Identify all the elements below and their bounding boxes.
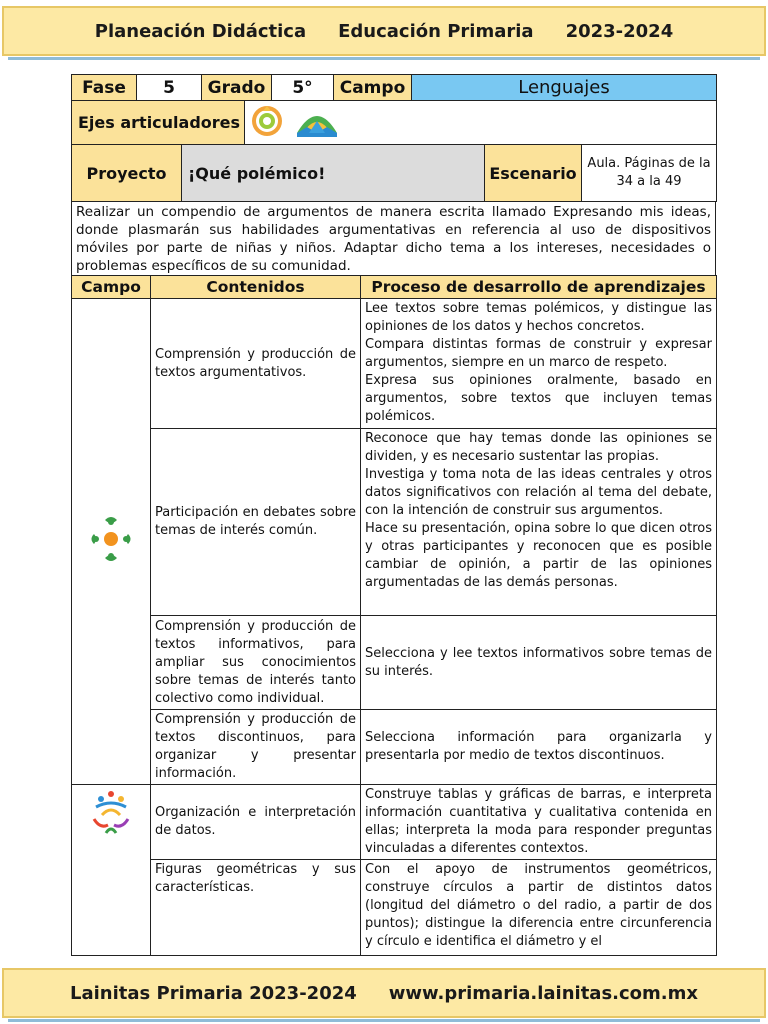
footer-banner (2, 968, 766, 1018)
header-contenidos: Contenidos (151, 276, 361, 299)
ejes-row (71, 100, 717, 145)
proceso-cell (361, 785, 717, 860)
table-row (72, 710, 717, 785)
proceso-cell (361, 860, 717, 956)
contenido-cell: Comprensión y producción de textos informativos, para ampliar sus conocimientos sobre temas de interés tanto colectivo como individual. (151, 616, 361, 710)
header-year: 2023-2024 (565, 20, 674, 42)
ejes-icons-cell (245, 101, 717, 145)
campo-value: Lenguajes (412, 75, 717, 101)
contenido-cell: Comprensión y producción de textos discontinuos, para organizar y presentar información. (151, 710, 361, 785)
contenido-cell: Organización e interpretación de datos. (151, 785, 361, 860)
proyecto-name: ¡Qué polémico! (182, 145, 485, 202)
proceso-item: Con el apoyo de instrumentos geométricos, construye círculos a partir de distintos datos (longitud del diámetro o del radio, a partir de dos puntos); distingue la diferencia entre circunferencia y círculo e identifica el diámetro y el (365, 862, 712, 949)
proceso-cell (361, 710, 717, 785)
proyecto-label: Proyecto (72, 145, 182, 202)
header-proceso: Proceso de desarrollo de aprendizajes (361, 276, 717, 299)
table-row (72, 616, 717, 710)
fase-value: 5 (137, 75, 202, 101)
campo-label: Campo (334, 75, 412, 101)
proceso-item: Selecciona información para organizarla y presentarla por medio de textos discontinuos. (365, 730, 712, 763)
proceso-cell (361, 299, 717, 429)
header-title: Planeación Didáctica (94, 20, 307, 42)
proceso-item: Hace su presentación, opina sobre lo que dicen otros y otras participantes y reconocen que es posible cambiar de opinión, a partir de las opiniones argumentadas de las demás personas. (365, 521, 712, 590)
proceso-cell (361, 616, 717, 710)
contenido-cell: Comprensión y producción de textos argumentativos. (151, 299, 361, 429)
content-table (71, 275, 717, 956)
proceso-cell (361, 429, 717, 616)
header-campo: Campo (72, 276, 151, 299)
header-banner (2, 6, 766, 56)
grado-value: 5° (272, 75, 334, 101)
proceso-item: Investiga y toma nota de las ideas centrales y otros datos significativos con relación al tema del debate, con la intención de construir sus argumentos. (365, 467, 712, 518)
info-row (71, 74, 717, 101)
proceso-item: Reconoce que hay temas donde las opiniones se dividen, y es necesario sustentar las propias. (365, 431, 712, 464)
escenario-label: Escenario (485, 145, 582, 202)
contenido-cell: Figuras geométricas y sus características. (151, 860, 361, 956)
proceso-item: Compara distintas formas de construir y expresar argumentos, siempre en un marco de respeto. (365, 337, 712, 370)
description-row (71, 201, 716, 277)
table-row (72, 429, 717, 616)
proceso-item: Expresa sus opiniones oralmente, basado en argumentos, sobre textos que incluyen temas polémicos. (365, 373, 712, 424)
fan-icon (293, 103, 341, 143)
proceso-item: Construye tablas y gráficas de barras, e interpreta información cuantitativa y cualitativa contenida en ellas; interpreta la moda para responder preguntas vinculadas a diferentes contextos. (365, 787, 712, 856)
fase-label: Fase (72, 75, 137, 101)
lenguajes-campo-icon (88, 555, 134, 570)
campo-cell-saberes (72, 785, 151, 956)
header-level: Educación Primaria (338, 20, 534, 42)
inclusion-icon (249, 103, 285, 143)
escenario-value: Aula. Páginas de la 34 a la 49 (582, 145, 717, 202)
proceso-item: Lee textos sobre temas polémicos, y distingue las opiniones de los datos y hechos concretos. (365, 301, 712, 334)
project-description: Realizar un compendio de argumentos de manera escrita llamado Expresando mis ideas, donde plasmarán sus habilidades argumentativas en referencia al uso de dispositivos móviles por parte de niñas y niños. Adaptar dicho tema a los intereses, necesidades o problemas específicos de su comunidad. (72, 202, 716, 277)
footer-brand: Lainitas Primaria 2023-2024 (70, 982, 357, 1004)
campo-cell-lenguajes (72, 299, 151, 785)
proceso-item: Selecciona y lee textos informativos sobre temas de su interés. (365, 645, 712, 679)
saberes-campo-icon (88, 828, 134, 843)
footer-url[interactable]: www.primaria.lainitas.com.mx (388, 982, 698, 1004)
proyecto-row (71, 144, 717, 202)
ejes-label: Ejes articuladores (72, 101, 245, 145)
table-row (72, 785, 717, 860)
table-row (72, 860, 717, 956)
table-row (72, 299, 717, 429)
contenido-cell: Participación en debates sobre temas de interés común. (151, 429, 361, 616)
grado-label: Grado (202, 75, 272, 101)
